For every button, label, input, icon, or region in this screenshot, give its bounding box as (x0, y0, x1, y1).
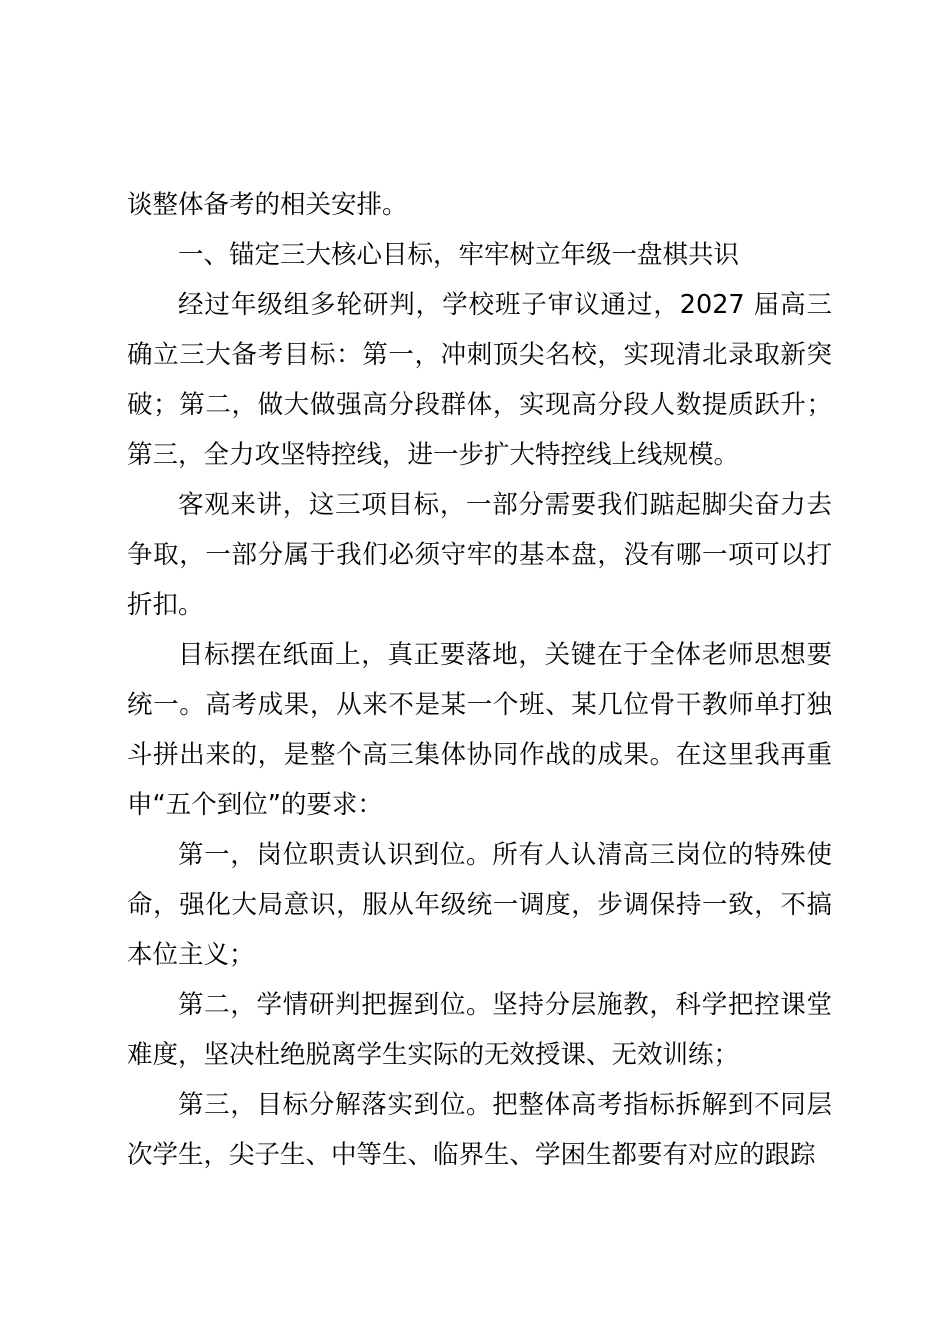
paragraph-continuation: 谈整体备考的相关安排。 (127, 190, 408, 220)
section-heading: 一、锚定三大核心目标，牢牢树立年级一盘棋共识 (178, 240, 740, 270)
paragraph-requirement-2: 第二，学情研判把握到位。坚持分层施教，科学把控课堂难度，坚决杜绝脱离学生实际的无效授课、无效训练； (127, 990, 832, 1070)
document-body (127, 180, 832, 1180)
paragraph-unity: 目标摆在纸面上，真正要落地，关键在于全体老师思想要统一。高考成果，从来不是某一个班、某几位骨干教师单打独斗拼出来的，是整个高三集体协同作战的成果。在这里我再重申“五个到位”的要求： (127, 640, 832, 820)
paragraph-objective-view: 客观来讲，这三项目标，一部分需要我们踮起脚尖奋力去争取，一部分属于我们必须守牢的基本盘，没有哪一项可以打折扣。 (127, 490, 832, 620)
paragraph-goals: 经过年级组多轮研判，学校班子审议通过，2027 届高三确立三大备考目标：第一，冲刺顶尖名校，实现清北录取新突破；第二，做大做强高分段群体，实现高分段人数提质跃升；第三，全力攻坚特控线，进一步扩大特控线上线规模。 (127, 290, 832, 470)
paragraph-requirement-3: 第三，目标分解落实到位。把整体高考指标拆解到不同层次学生，尖子生、中等生、临界生、学困生都要有对应的跟踪 (127, 1090, 832, 1170)
paragraph-requirement-1: 第一，岗位职责认识到位。所有人认清高三岗位的特殊使命，强化大局意识，服从年级统一调度，步调保持一致，不搞本位主义； (127, 840, 832, 970)
